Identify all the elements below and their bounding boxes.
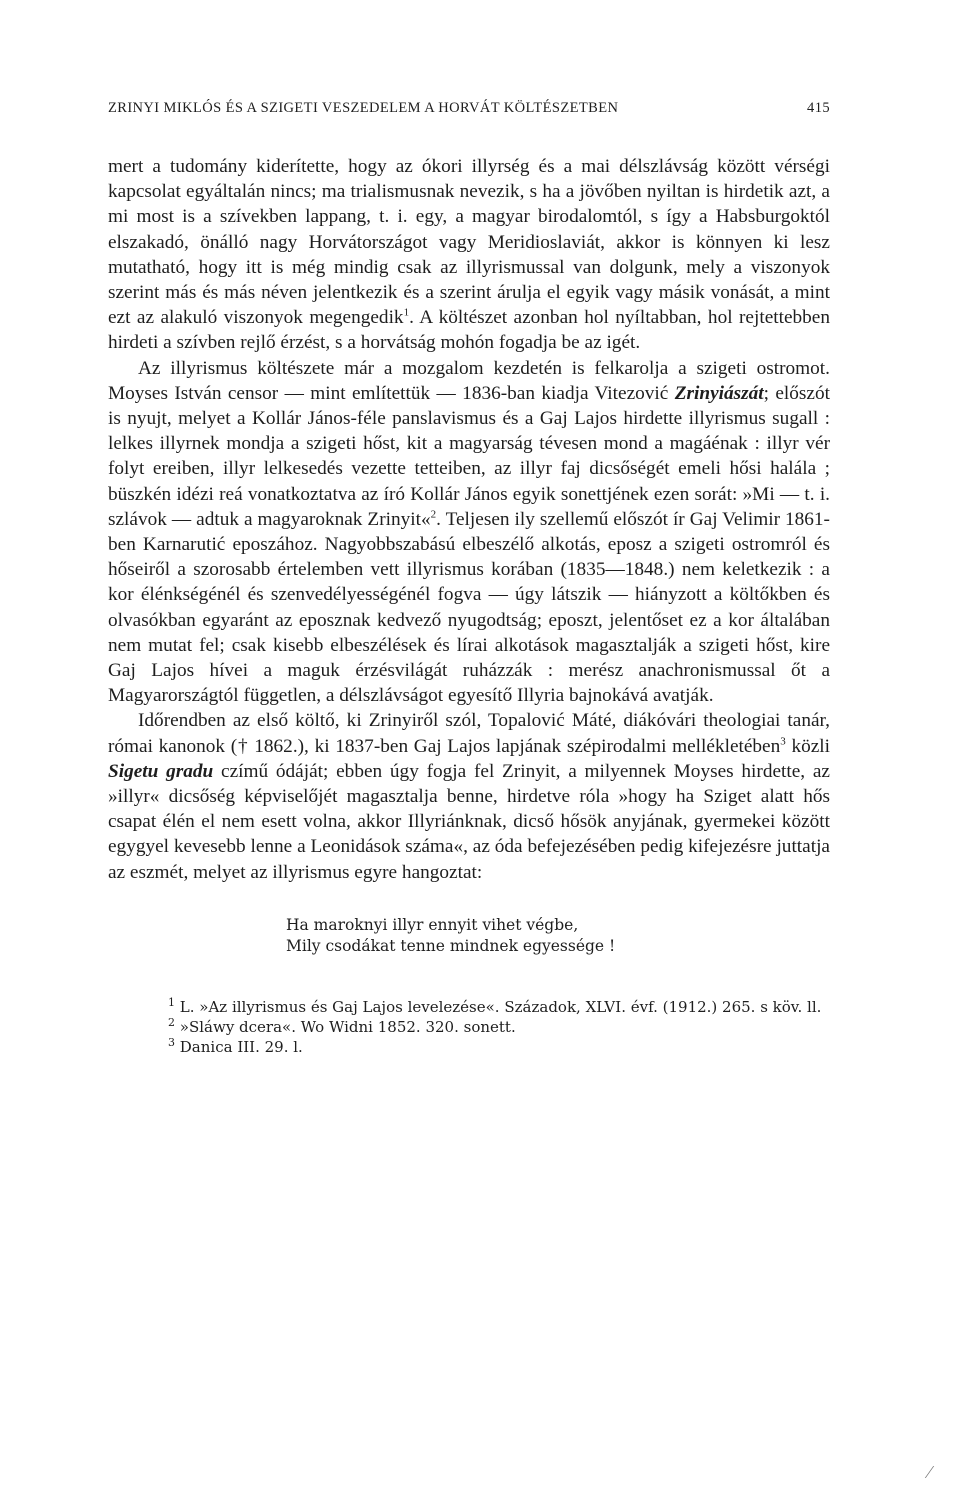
stray-pencil-mark: ⁄ <box>928 1462 932 1482</box>
paragraph-3 <box>108 708 830 884</box>
footnote-1-mark: 1 <box>168 995 175 1009</box>
page-number: 415 <box>807 100 830 116</box>
footnote-3-text: Danica III. 29. l. <box>179 1037 303 1056</box>
paragraph-2 <box>108 356 830 709</box>
verse-line-2: Mily csodákat tenne mindnek egyessége ! <box>286 936 616 955</box>
paragraph-2-text-c: . Teljesen ily szellemű előszót ír Gaj Velimir 1861-ben Karnarutić eposzához. Nagyobbszabású elbeszélő alkotás, eposz a szigeti ostromról és hőseiről a szorosabb értelemben vett illyrismus korában (1835—1848.) nem keletkezik : a kor élénkségénél és szenvedélyességénél fogva — úgy látszik — hiányzott a költőkben és olvasókban egyaránt az eposznak kedvező nyugodtság; eposzt, jelentőset ez a kor általában nem mutat fel; csak kisebb elbeszélések és lírai alkotások magasztalják a szigeti hőst, kire Gaj Lajos hívei a maguk érzésvilágát ruházzák : merész anachronismussal őt a Magyarországtól független, a délszlávságot egyesítő Illyria bajnokává avatják. <box>108 508 830 707</box>
paragraph-1-tail: A költészet azonban hol nyíltabban, hol rejtettebben hirdeti a szívben rejlő érzést, s a horvátság mohón fogadja be az igét. <box>108 307 830 354</box>
footnote-2 <box>108 1017 830 1037</box>
main-text <box>108 154 830 885</box>
footnote-1-text: L. »Az illyrismus és Gaj Lajos levelezése«. Századok, XLVI. évf. (1912.) 265. s köv. ll. <box>179 997 822 1016</box>
book-page <box>108 100 830 1057</box>
footnote-ref-2: 2 <box>430 508 437 521</box>
work-title-zrinyiasz: Zrinyiászát <box>674 382 764 404</box>
footnote-ref-3: 3 <box>780 735 786 748</box>
paragraph-3-text-c: czímű ódáját; ebben úgy fogja fel Zrinyit, a milyennek Moyses hirdette, az »illyr« dicsőség képviselőjét magasztalja benne, hirdetve róla »hogy ha Sziget alatt hős csapat élén el nem esett volna, akkor Illyriánknak, dicső hősök anyjának, gyermekei között egygyel kevesebb lenne a Leonidások száma«, az óda befejezésében pedig kifejezésre juttatja az eszmét, melyet az illyrismus egyre hangoztat: <box>108 760 830 883</box>
footnote-1 <box>108 997 830 1017</box>
paragraph-3-text-a: Időrendben az első költő, ki Zrinyiről szól, Topalović Máté, diákóvári theologiai tanár, római kanonok († 1862.), ki 1837-ben Gaj Lajos lapjának szépirodalmi mellékletében <box>108 710 830 757</box>
footnote-2-mark: 2 <box>168 1015 175 1029</box>
verse-line-1: Ha maroknyi illyr ennyit vihet végbe, <box>286 915 579 934</box>
paragraph-2-text-a: Az illyrismus költészete már a mozgalom kezdetén is felkarolja a szigeti ostromot. Moyses István censor — mint említettük — 1836-ban kiadja Vitezović <box>108 357 830 404</box>
paragraph-3-text-b: közli <box>785 735 831 757</box>
paragraph-1: mert a tudomány kiderítette, hogy az ókori illyrség és a mai délszlávság között vérségi kapcsolat egyáltalán nincs; ma trialismusnak nevezik, s ha a jövőben nyiltan is hirdetik azt, a mi most is a szívekben lappang, t. i. egy, a magyar birodalomtól, s így a Habsburgoktól elszakadó, önálló nagy Horvátországot vagy Meridioslaviát, akkor is könnyen ki lesz mutatható, hogy itt is még mindig csak az illyrismussal van dolgunk, mely a viszonyok szerint más és más néven jelentkezik és a szerint árulja el egyik vagy másik vonását, a mint ezt az alakuló viszonyok megengedik$^1$. A költészet azonban hol nyíltabban, hol rejtettebben hirdeti a szívben rejlő érzést, s a horvátság mohón fogadja be az igét. <box>108 156 830 354</box>
verse-quote <box>286 915 830 957</box>
footnotes <box>108 997 830 1057</box>
paragraph-2-text-b: ; előszót is nyujt, melyet a Kollár János-féle panslavismus és a Gaj Lajos hirdette illyrismus sugall : lelkes illyrnek mondja a szigeti hőst, kit a magyarság tévesen mond a magáénak : illyr vér folyt ereiben, illyr lelkesedés vezette tetteiben, az illyr faj dicsőségét emeli hősi halála ; büszkén idézi reá vonatkoztatva az író Kollár János egyik sonettjének ezen sorát: »Mi — t. i. szlávok — adtuk a magyaroknak Zrinyit« <box>108 382 830 530</box>
work-title-sigetu-gradu: Sigetu gradu <box>108 760 214 782</box>
footnote-3 <box>108 1037 830 1057</box>
footnote-ref-1: 1 <box>403 306 410 319</box>
running-header <box>108 100 830 120</box>
paragraph-1-text: mert a tudomány kiderítette, hogy az ókori illyrség és a mai délszlávság között vérségi kapcsolat egyáltalán nincs; ma trialismusnak nevezik, s ha a jövőben nyiltan is hirdetik azt, a mi most is a szívekben lappang, t. i. egy, a magyar birodalomtól, s így a Habsburgoktól elszakadó, önálló nagy Horvátországot vagy Meridioslaviát, akkor is könnyen ki lesz mutatható, hogy itt is még mindig csak az illyrismussal van dolgunk, mely a viszonyok szerint más és más néven jelentkezik és a szerint árulja el egyik vagy másik vonását, a mint ezt az alakuló viszonyok megengedik <box>108 156 830 329</box>
footnote-3-mark: 3 <box>168 1035 175 1049</box>
running-title: ZRINYI MIKLÓS ÉS A SZIGETI VESZEDELEM A HORVÁT KÖLTÉSZETBEN <box>108 100 619 116</box>
footnote-2-text: »Sláwy dcera«. Wo Widni 1852. 320. sonett. <box>179 1017 516 1036</box>
